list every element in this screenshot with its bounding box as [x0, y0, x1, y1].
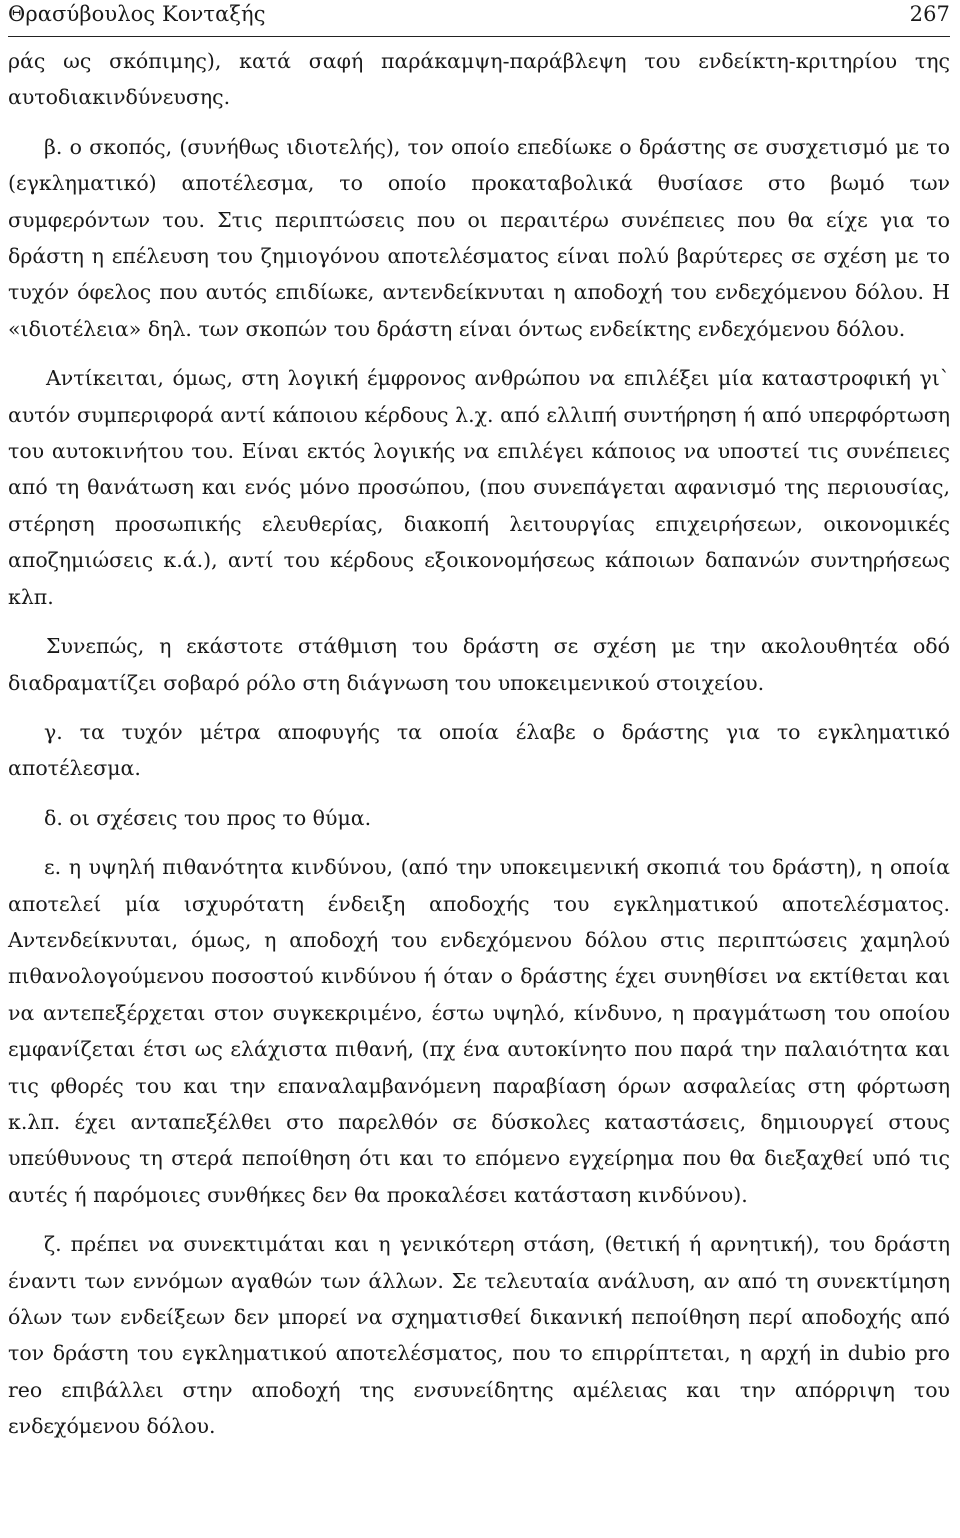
paragraph-item-zeta: ζ. πρέπει να συνεκτιμάται και η γενικότερη στάση, (θετική ή αρνητική), του δράστη έναντι των εννόμων αγαθών των άλλων. Σε τελευταία ανάλυση, αν από τη συνεκτίμηση όλων των ενδείξεων δεν μπορεί να σχηματισθεί δικανική πεποίθηση περί αποδοχής από τον δράστη του εγκληματικού αποτελέσματος, που το επιρρίπτεται, η αρχή in dubio pro reo επιβάλλει στην αποδοχή της ενσυνείδητης αμέλειας και την απόρριψη του ενδεχόμενου δόλου. [8, 1232, 950, 1439]
running-header [8, 0, 950, 36]
paragraph-item-delta: δ. οι σχέσεις του προς το θύμα. [44, 805, 372, 830]
paragraph-item-beta: β. ο σκοπός, (συνήθως ιδιοτελής), τον οποίο επεδίωκε ο δράστης σε συσχετισμό με το (εγκληματικό) αποτέλεσμα, το οποίο προκαταβολικά θυσίασε στο βωμό των συμφερόντων του. Στις περιπτώσεις που οι περαιτέρω συνέπειες που θα είχε για το δράστη η επέλευση του ζημιογόνου αποτελέσματος είναι πολύ βαρύτερες σε σχέση με το τυχόν όφελος που αυτός επιδίωκε, αντενδείκνυται η αποδοχή του ενδεχόμενου δόλου. Η «ιδιοτέλεια» δηλ. των σκοπών του δράστη είναι όντως ενδείκτης ενδεχόμενου δόλου. [8, 134, 950, 341]
header-rule [8, 36, 950, 37]
paragraph-continuation: ράς ως σκόπιμης), κατά σαφή παράκαμψη-παράβλεψη του ενδείκτη-κριτηρίου της αυτοδιακινδύνευσης. [8, 49, 950, 110]
paragraph-item-gamma: γ. τα τυχόν μέτρα αποφυγής τα οποία έλαβε ο δράστης για το εγκληματικό αποτέλεσμα. [8, 719, 950, 781]
body-text [8, 43, 950, 1445]
page-number: 267 [909, 2, 950, 26]
running-title: Θρασύβουλος Κονταξής [8, 2, 266, 26]
paragraph-item-epsilon: ε. η υψηλή πιθανότητα κινδύνου, (από την υποκειμενική σκοπιά του δράστη), η οποία αποτελεί μία ισχυρότατη ένδειξη αποδοχής του εγκληματικού αποτελέσματος. Αντενδείκνυται, όμως, η αποδοχή του ενδεχόμενου δόλου στις περιπτώσεις χαμηλού πιθανολογούμενου ποσοστού κινδύνου ή όταν ο δράστης έχει συνηθίσει να εκτίθεται και να αντεπεξέρχεται στον συγκεκριμένο, έστω υψηλό, κίνδυνο, η πραγμάτωση του οποίου εμφανίζεται έτσι ως ελάχιστα πιθανή, (πχ ένα αυτοκίνητο που παρά την παλαιότητα και τις φθορές του και την επαναλαμβανόμενη παραβίαση όρων ασφαλείας στη φόρτωση κ.λπ. έχει ανταπεξέλθει στο παρελθόν σε δύσκολες καταστάσεις, δημιουργεί στους υπεύθυνους τη στερά πεποίθηση ότι και το επόμενο εγχείρημα που θα διεξαχθεί υπό τις αυτές ή παρόμοιες συνθήκες δεν θα προκαλέσει κατάσταση κινδύνου). [8, 855, 950, 1207]
paragraph-body: Συνεπώς, η εκάστοτε στάθμιση του δράστη σε σχέση με την ακολουθητέα οδό διαδραματίζει σοβαρό ρόλο στη διάγνωση του υποκειμενικού στοιχείου. [8, 634, 950, 695]
paragraph-body: Αντίκειται, όμως, στη λογική έμφρονος ανθρώπου να επιλέξει μία καταστροφική γι` αυτόν συμπεριφορά αντί κάποιου κέρδους λ.χ. από ελλιπή συντήρηση ή από υπερφόρτωση του αυτοκινήτου του. Είναι εκτός λογικής να επιλέγει κάποιος να υποστεί τις συνέπειες από τη θανάτωση και ενός μόνο προσώπου, (που συνεπάγεται αφανισμό της περιουσίας, στέρηση προσωπικής ελευθερίας, διακοπή λειτουργίας επιχειρήσεων, οικονομικές αποζημιώσεις κ.ά.), αντί του κέρδους εξοικονομήσεως κάποιων δαπανών συντηρήσεως κλπ. [8, 366, 950, 609]
